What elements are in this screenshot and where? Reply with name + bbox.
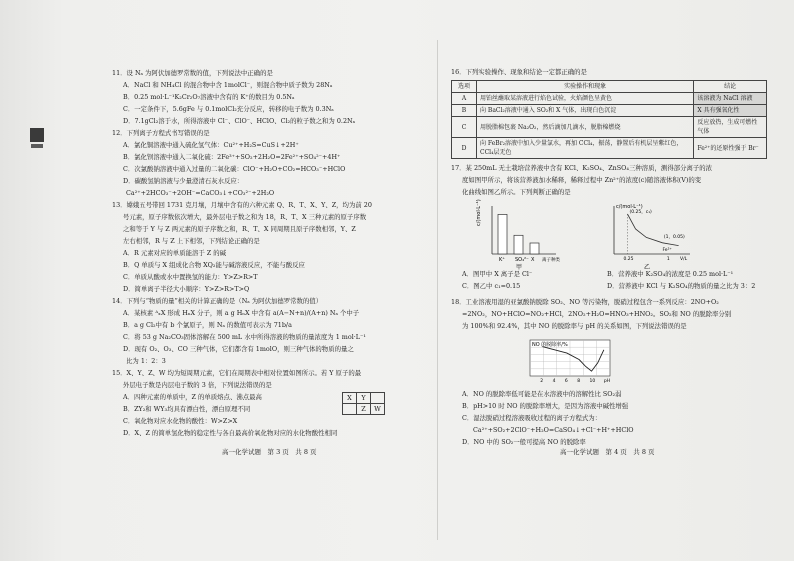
table-row (452, 117, 767, 138)
q15-c: C．氧化物对应水化物的酸性：W>Z>X (123, 417, 238, 425)
q18-c: C．湿法脱硝过程溶液吸收过程的离子方程式为： (462, 414, 602, 422)
pt-cell: Y (357, 393, 371, 404)
q14-d: D．现有 O₂、O₃、CO 三种气体，它们都含有 1molO，则三种气体的物质的量之 (123, 345, 354, 353)
q12-c: C．次氯酸钠溶液中通入过量的二氧化碳：ClO⁻+H₂O+CO₂=HCO₃⁻+HClO (123, 165, 346, 173)
q12-a: A．氯化铜溶液中通入硫化氢气体：Cu²⁺+H₂S=CuS↓+2H⁺ (123, 141, 299, 149)
left-page (112, 67, 432, 439)
table-row (452, 138, 767, 159)
q11-b: B．0.25 mol·L⁻¹K₂Cr₂O₇溶液中含有的 K⁺的数目为 0.5Nₐ (123, 93, 295, 101)
q12-d: D．碳酸氢钠溶液与少量澄清石灰水反应： (123, 177, 244, 185)
pt-cell (343, 404, 357, 415)
q13-b: B．Q 单质与 X 组成化合物 XQ₂能与碱溶液反应，不能与酸反应 (123, 261, 305, 269)
table-cell: X 具有强氧化性 (694, 105, 767, 117)
tick-label: X (531, 257, 535, 263)
bar (530, 243, 539, 254)
x-axis-label: pH (603, 379, 611, 384)
table-header: 实验操作和现象 (477, 81, 694, 93)
q11-c: C．一定条件下，5.6gFe 与 0.1molCl₂充分反应，转移的电子数为 0.3Nₐ (123, 105, 334, 113)
tick-label: 2 (540, 379, 544, 384)
pt-cell: Z (357, 404, 371, 415)
q18-options (462, 388, 792, 448)
table-cell: B (452, 105, 477, 117)
chart-no-removal (520, 330, 630, 388)
table-cell: A (452, 93, 477, 105)
left-footer: 高一化学试题 第 3 页 共 8 页 (222, 448, 317, 456)
chart-jia (476, 199, 588, 271)
q18-b: B．pH>10 时 NO 的脱除率增大，是因为溶液中碱性增强 (462, 402, 629, 410)
q15-a: A．四种元素的单质中，Z 的单质熔点、沸点最高 (123, 393, 262, 401)
y-axis-label: c/(mol·L⁻¹) (476, 199, 482, 226)
q15-b: B．ZY₂和 WY₃均具有漂白性，漂白原理不同 (123, 405, 251, 413)
tick-label: 6 (564, 379, 568, 384)
periodic-table-fragment (342, 392, 385, 415)
q17-line: 化曲线如图乙所示。下列判断正确的是 (462, 188, 571, 196)
tick-label: 10 (589, 379, 596, 384)
tick-label: SO₄²⁻ (515, 257, 529, 263)
table-cell: 用脱脂棉包裹 Na₂O₂，然后滴加几滴水，脱脂棉燃烧 (477, 117, 694, 138)
chart-title: NO 的脱除率/% (532, 342, 568, 348)
chart-title: 乙 (644, 264, 651, 271)
q13-stem-1: 13．嫦娥五号带回 1731 克月壤，月壤中含有的六种元素 Q、R、T、X、Y、Z，均为前 20 (112, 201, 372, 209)
q13-stem-3: 之和等于 Y 与 Z 两元素的原子序数之和，R、T、X 同周期且原子序数相邻，Y、Z (123, 225, 356, 233)
q14-b: B．a g Cl₂中有 b 个氯原子，则 Nₐ 的数值可表示为 71b/a (123, 321, 292, 329)
series-line (627, 214, 678, 246)
tick-label: 0.25 (623, 257, 634, 262)
binding-mark-small (31, 144, 43, 148)
table-cell: 反应放热，生成可燃性气体 (694, 117, 767, 138)
table-header: 选项 (452, 81, 477, 93)
x-axis-label: V/L (680, 257, 688, 262)
q17-options (462, 268, 792, 292)
q12-stem: 12．下列离子方程式书写错误的是 (112, 129, 210, 137)
tick-label: 4 (552, 379, 556, 384)
q17-row-1 (462, 268, 792, 280)
tick-label: 1 (666, 257, 670, 262)
q14-a: A．某核素 ᴬₓX 形成 HₙX 分子，则 a g HₙX 中含有 a(A−N+n)/(A+n) Nₐ 个中子 (123, 309, 360, 317)
q18-line: =2NO₂，NO+HClO=NO₂+HCl，2NO₂+H₂O=HNO₃+HNO₂。SO₂和 NO 的脱除率分别 (462, 310, 732, 318)
q17-a: A．图甲中 X 离子是 Cl⁻ (462, 270, 533, 278)
table-cell: C (452, 117, 477, 138)
q17-c: C．图乙中 c₁=0.15 (462, 282, 521, 290)
pt-cell (371, 393, 385, 404)
table-cell: 向 FeBr₂溶液中加入少量氯水，再加 CCl₄，振荡，静置后有机层呈紫红色，CCl₄层无色 (477, 138, 694, 159)
q17-b: B．营养液中 K₂SO₄的浓度是 0.25 mol·L⁻¹ (607, 270, 734, 278)
q18-line: 为 100%和 92.4%，其中 NO 的脱除率与 pH 的关系如图，下列说法错误的是 (462, 322, 687, 330)
q13-stem-2: 号元素，原子序数依次增大，最外层电子数之和为 18，R、T、X 三种元素的原子序数 (123, 213, 367, 221)
table-cell: 该溶液为 NaCl 溶液 (694, 93, 767, 105)
q18-line: 18．工业溶液用湿的亚氯酸钠脱除 SO₂、NO 等污染物，脱硝过程包含一系列反应：2NO+O₂ (451, 298, 719, 306)
table-cell: D (452, 138, 477, 159)
q17-d: D．营养液中 KCl 与 K₂SO₄的物质的量之比为 3：2 (607, 282, 756, 290)
table-header: 结论 (694, 81, 767, 93)
q13-a: A．R 元素对应的单质能溶于 Z 的碱 (123, 249, 227, 257)
page-fold (437, 40, 438, 540)
q16-title: 16．下列实验操作、现象和结论一定都正确的是 (451, 68, 587, 76)
chart-yi (600, 202, 710, 270)
bar (514, 235, 523, 254)
q14-c: C．将 53 g Na₂CO₃固体溶解在 500 mL 水中所得溶液的物质的量浓度为 1 mol·L⁻¹ (123, 333, 366, 341)
q18-stem (451, 296, 781, 332)
q18-d: D．NO 中的 SO₂一般可提高 NO 的脱除率 (462, 438, 586, 446)
q11-stem: 11．设 Nₐ 为阿伏加德罗常数的值，下列说法中正确的是 (112, 69, 273, 77)
binding-mark (30, 128, 44, 142)
table-cell: Fe²⁺的还原性强于 Br⁻ (694, 138, 767, 159)
q15-d: D．X、Z 的简单氢化物的稳定性与各自最高价氧化物对应的水化物酸性相同 (123, 429, 338, 437)
q12-b: B．氯化钡溶液中通入二氧化硫：2Fe³⁺+SO₂+2H₂O=2Fe²⁺+SO₄²⁻+4H⁺ (123, 153, 341, 161)
pt-cell: W (371, 404, 385, 415)
q14-stem: 14．下列与“物质的量”相关的计算正确的是（Nₐ 为阿伏加德罗常数的值） (112, 297, 323, 305)
q18-c-equation: Ca²⁺+SO₂+2ClO⁻+H₂O=CaSO₄↓+Cl⁻+H⁺+HClO (473, 426, 634, 434)
q11-a: A．NaCl 和 NH₄Cl 的混合物中含 1molCl⁻，则混合物中质子数为 28Nₐ (123, 81, 333, 89)
right-footer: 高一化学试题 第 4 页 共 8 页 (560, 448, 655, 456)
q13-stem-4: 左右相邻，R 与 Z 上下相邻，下列结论正确的是 (123, 237, 260, 245)
curve-label: Fe²⁺ (662, 247, 672, 253)
pt-cell: X (343, 393, 357, 404)
q15-stem-2: 外层电子数是内层电子数的 3 倍，下列说法错误的是 (123, 381, 272, 389)
bar (498, 214, 507, 254)
q13-d: D．简单离子半径大小顺序：Y>Z>R>T>Q (123, 285, 250, 293)
q17-row-2 (462, 280, 792, 292)
q12-d-equation: Ca²⁺+2HCO₃⁻+2OH⁻=CaCO₃↓+CO₃²⁻+2H₂O (126, 189, 275, 197)
tick-label: K⁺ (499, 257, 505, 263)
x-axis-label: 离子种类 (542, 258, 560, 263)
chart-title: 甲 (516, 264, 523, 271)
table-cell: 用铂丝蘸取某溶液进行焰色试验，火焰颜色呈黄色 (477, 93, 694, 105)
q14-d-cont: 比为 1：2：3 (126, 357, 166, 365)
q13-c: C．单质从酸或水中置换氢的能力：Y>Z>R>T (123, 273, 258, 281)
q17-stem (451, 162, 781, 198)
q15-stem-1: 15．X、Y、Z、W 均为短周期元素，它们在周期表中相对位置如图所示。若 Y 原子的最 (112, 369, 362, 377)
point-label: (1，0.05) (663, 235, 685, 240)
q11-d: D．7.1gCl₂溶于水，所得溶液中 Cl⁻、ClO⁻、HClO、Cl₂的粒子数之和为 0.2Nₐ (123, 117, 356, 125)
q18-a: A．NO 的脱除率低可能是在水溶液中的溶解性比 SO₂弱 (462, 390, 622, 398)
q17-line: 度如图甲所示，将该营养液加水稀释，稀释过程中 Zn²⁺的浓度(c)随溶液体积(V)的变 (462, 176, 702, 184)
table-cell: 向 BaCl₂溶液中通入 SO₂和 X 气体，出现白色沉淀 (477, 105, 694, 117)
table-row (452, 105, 767, 117)
q16-table (451, 80, 767, 159)
table-row (452, 93, 767, 105)
y-axis-label: c/(mol·L⁻¹) (616, 204, 643, 210)
tick-label: 8 (577, 379, 581, 384)
q17-line: 17．某 250mL 无土栽培营养液中含有 KCl、K₂SO₄、ZnSO₄三种溶质，测得部分离子的浓 (451, 164, 713, 172)
point-label: (0.25，c₁) (629, 210, 652, 215)
